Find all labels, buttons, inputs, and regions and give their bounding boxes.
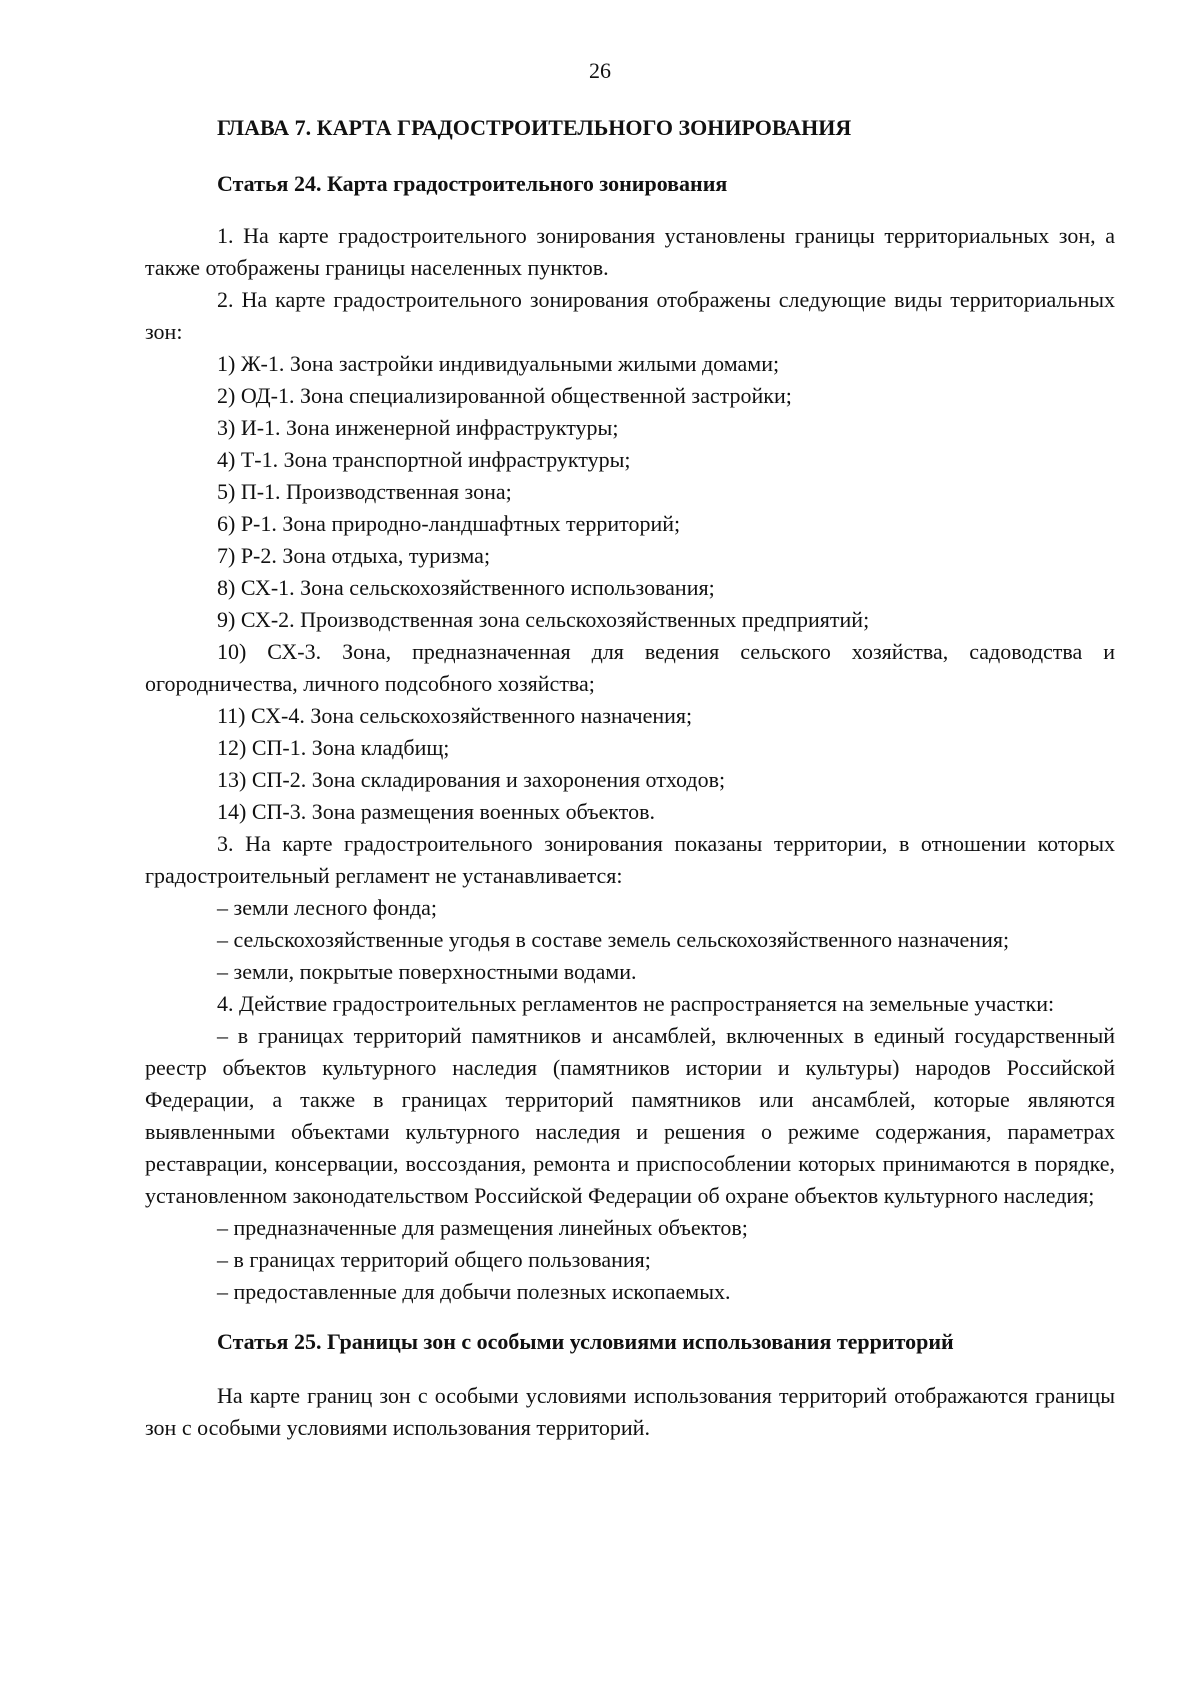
zone-list-item-6: 6) Р-1. Зона природно-ландшафтных территорий;	[217, 511, 681, 536]
article-24-paragraph-2: 2. На карте градостроительного зонирования отображены следующие виды территориальных зон:	[145, 287, 1115, 344]
zone-list-item-2: 2) ОД-1. Зона специализированной общественной застройки;	[217, 383, 792, 408]
article-25-title: Статья 25. Границы зон с особыми условиями использования территорий	[217, 1329, 954, 1354]
chapter-title: ГЛАВА 7. КАРТА ГРАДОСТРОИТЕЛЬНОГО ЗОНИРОВАНИЯ	[217, 115, 852, 140]
zone-list-item-1: 1) Ж-1. Зона застройки индивидуальными жилыми домами;	[217, 351, 780, 376]
land-plot-item-1: – в границах территорий памятников и ансамблей, включенных в единый государственный реестр объектов культурного наследия (памятников истории и культуры) народов Российской Федерации, а также в границах территорий памятников или ансамблей, которые являются выявленными объектами культурного наследия и решения о режиме содержания, параметрах реставрации, консервации, воссоздания, ремонта и приспособлении которых принимаются в порядке, установленном законодательством Российской Федерации об охране объектов культурного наследия;	[145, 1023, 1115, 1208]
zone-list-item-14: 14) СП-3. Зона размещения военных объектов.	[217, 799, 655, 824]
page-content	[145, 112, 1115, 1444]
article-24-paragraph-4: 4. Действие градостроительных регламентов не распространяется на земельные участки:	[217, 991, 1055, 1016]
zone-list-item-10: 10) СХ-3. Зона, предназначенная для ведения сельского хозяйства, садоводства и огородничества, личного подсобного хозяйства;	[145, 639, 1115, 696]
excluded-territory-item-2: – сельскохозяйственные угодья в составе земель сельскохозяйственного назначения;	[217, 927, 1010, 952]
zone-list-item-5: 5) П-1. Производственная зона;	[217, 479, 512, 504]
land-plot-item-4: – предоставленные для добычи полезных ископаемых.	[217, 1279, 731, 1304]
zone-list-item-9: 9) СХ-2. Производственная зона сельскохозяйственных предприятий;	[217, 607, 870, 632]
zone-list-item-12: 12) СП-1. Зона кладбищ;	[217, 735, 450, 760]
zone-list-item-4: 4) Т-1. Зона транспортной инфраструктуры;	[217, 447, 631, 472]
zone-list-item-8: 8) СХ-1. Зона сельскохозяйственного использования;	[217, 575, 715, 600]
zone-list-item-11: 11) СХ-4. Зона сельскохозяйственного назначения;	[217, 703, 693, 728]
page-number: 26	[589, 58, 611, 83]
zone-list-item-7: 7) Р-2. Зона отдыха, туризма;	[217, 543, 491, 568]
article-24-paragraph-3: 3. На карте градостроительного зонирования показаны территории, в отношении которых градостроительный регламент не устанавливается:	[145, 831, 1115, 888]
zone-list-item-13: 13) СП-2. Зона складирования и захоронения отходов;	[217, 767, 726, 792]
excluded-territory-item-1: – земли лесного фонда;	[217, 895, 438, 920]
excluded-territory-item-3: – земли, покрытые поверхностными водами.	[217, 959, 637, 984]
article-25-paragraph-1: На карте границ зон с особыми условиями использования территорий отображаются границы зон с особыми условиями использования территорий.	[145, 1383, 1115, 1440]
land-plot-item-3: – в границах территорий общего пользования;	[217, 1247, 651, 1272]
article-24-title: Статья 24. Карта градостроительного зонирования	[217, 171, 728, 196]
article-24-paragraph-1: 1. На карте градостроительного зонирования установлены границы территориальных зон, а также отображены границы населенных пунктов.	[145, 223, 1115, 280]
zone-list-item-3: 3) И-1. Зона инженерной инфраструктуры;	[217, 415, 619, 440]
land-plot-item-2: – предназначенные для размещения линейных объектов;	[217, 1215, 748, 1240]
